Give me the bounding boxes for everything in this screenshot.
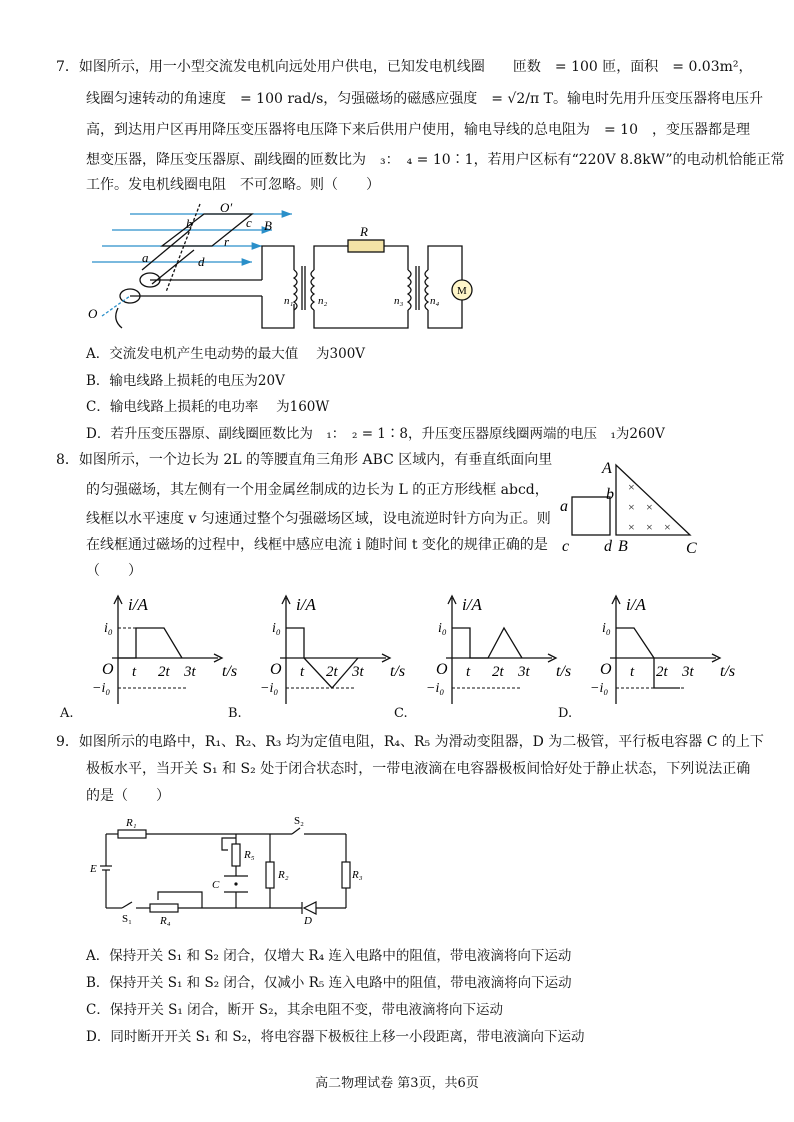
q8-line-3: 线框以水平速度 v 匀速通过整个匀强磁场区域，设电流逆时针方向为正。则 <box>86 511 551 527</box>
label-a: a <box>560 498 568 515</box>
q9-circuit-figure <box>88 812 368 927</box>
svg-text:×: × <box>628 480 635 494</box>
graph-t-label: t <box>300 664 305 680</box>
label-S2: S₂ <box>294 815 304 827</box>
q7-option-a: A．交流发电机产生电动势的最大值 为300V <box>86 346 366 362</box>
q7-line-5: 工作。发电机线圈电阻 不可忽略。则（ ） <box>86 177 380 193</box>
motor-label: M <box>457 285 467 297</box>
label-r: r <box>224 234 230 249</box>
label-n1: n₁ <box>284 295 294 307</box>
graph-i0-label: i₀ <box>104 621 113 636</box>
graph-2t-label: 2t <box>656 664 668 680</box>
label-R1: R₁ <box>126 817 137 829</box>
svg-text:×: × <box>628 500 635 514</box>
label-c: c <box>246 215 252 230</box>
q8-line-2: 的匀强磁场，其左侧有一个用金属丝制成的边长为 L 的正方形线框 abcd， <box>86 482 549 498</box>
q8-graph-letter: D. <box>558 706 573 721</box>
coil <box>102 204 262 328</box>
svg-text:×: × <box>646 500 653 514</box>
q7-generator-figure <box>82 200 482 330</box>
svg-text:×: × <box>646 520 653 534</box>
q8-graph-d <box>580 592 736 712</box>
graph-neg-i0-label: −i₀ <box>426 681 445 696</box>
graph-3t-label: 3t <box>682 664 694 680</box>
graph-3t-label: 3t <box>352 664 364 680</box>
q8-line-5: （ ） <box>86 563 142 579</box>
graph-ylabel: i/A <box>626 595 646 614</box>
q9-line-2: 极板水平，当开关 S₁ 和 S₂ 处于闭合状态时，一带电液滴在电容器极板间恰好处于静止状态，下列说法正确 <box>86 761 751 777</box>
q7-line-4: 想变压器，降压变压器原、副线圈的匝数比为 ₃： ₄ = 10∶1，若用户区标有“220V 8.8kW”的电动机恰能正常 <box>86 152 785 168</box>
graph-ylabel: i/A <box>128 595 148 614</box>
graph-ylabel: i/A <box>462 595 482 614</box>
q9-option-a: A．保持开关 S₁ 和 S₂ 闭合，仅增大 R₄ 连入电路中的阻值，带电液滴将向下运动 <box>86 948 572 964</box>
q9-option-c: C．保持开关 S₁ 闭合，断开 S₂，其余电阻不变，带电液滴将向下运动 <box>86 1002 504 1018</box>
label-D: D <box>304 915 312 927</box>
label-R3: R₃ <box>352 869 363 881</box>
q7-option-c: C．输电线路上损耗的电功率 为160W <box>86 399 330 415</box>
label-S1: S₁ <box>122 913 132 925</box>
label-O-prime: O′ <box>220 200 233 215</box>
graph-xlabel: t/s <box>390 663 406 680</box>
graph-3t-label: 3t <box>518 664 530 680</box>
graph-neg-i0-label: −i₀ <box>260 681 279 696</box>
label-n3: n₃ <box>394 295 404 307</box>
graph-xlabel: t/s <box>222 663 238 680</box>
q8-graph-letter: A. <box>60 706 74 721</box>
graph-i0-label: i₀ <box>438 621 447 636</box>
label-d: d <box>198 254 205 269</box>
graph-origin-label: O <box>436 661 448 678</box>
q8-graph-letter: B. <box>228 706 242 721</box>
q7-line-2: 线圈匀速转动的角速度 = 100 rad/s，匀强磁场的磁感应强度 = √2/π T。输电时先用升压变压器将电压升 <box>86 91 763 107</box>
graph-neg-i0-label: −i₀ <box>92 681 111 696</box>
q8-graph-a <box>82 592 238 712</box>
q8-graph-letter: C. <box>394 706 408 721</box>
q7-line-1: 7．如图所示，用一小型交流发电机向远处用户供电，已知发电机线圈 匝数 = 100 匝，面积 = 0.03m²， <box>56 59 753 75</box>
label-d: d <box>604 538 612 555</box>
label-c: c <box>562 538 570 555</box>
graph-t-label: t <box>466 664 471 680</box>
svg-text:×: × <box>628 520 635 534</box>
q8-line-1: 8．如图所示，一个边长为 2L 的等腰直角三角形 ABC 区域内，有垂直纸面向里 <box>56 452 553 468</box>
label-E: E <box>90 863 97 875</box>
label-b: b <box>186 216 193 231</box>
label-A: A <box>602 460 612 477</box>
label-B: B <box>264 218 272 233</box>
q9-option-d: D．同时断开开关 S₁ 和 S₂，将电容器下极板往上移一小段距离，带电液滴向下运动 <box>86 1029 585 1045</box>
graph-t-label: t <box>630 664 635 680</box>
label-C: C <box>686 540 697 557</box>
graph-origin-label: O <box>270 661 282 678</box>
label-O: O <box>88 306 98 321</box>
graph-xlabel: t/s <box>556 663 572 680</box>
graph-origin-label: O <box>600 661 612 678</box>
label-R4: R₄ <box>160 915 171 927</box>
label-b: b <box>606 486 614 503</box>
graph-t-label: t <box>132 664 137 680</box>
label-R5: R₅ <box>244 849 255 861</box>
graph-2t-label: 2t <box>492 664 504 680</box>
q7-line-3: 高，到达用户区再用降压变压器将电压降下来后供用户使用，输电导线的总电阻为 = 10 ，变压器都是理 <box>86 122 750 138</box>
graph-2t-label: 2t <box>158 664 170 680</box>
q9-line-3: 的是（ ） <box>86 788 170 804</box>
q8-graph-c <box>416 592 572 712</box>
q9-option-b: B．保持开关 S₁ 和 S₂ 闭合，仅减小 R₅ 连入电路中的阻值，带电液滴将向下运动 <box>86 975 572 991</box>
label-R: R <box>360 224 368 239</box>
label-C: C <box>212 879 220 891</box>
page-footer: 高二物理试卷 第3页，共6页 <box>315 1076 479 1091</box>
q9-line-1: 9．如图所示的电路中，R₁、R₂、R₃ 均为定值电阻，R₄、R₅ 为滑动变阻器，D 为二极管，平行板电容器 C 的上下 <box>56 734 764 750</box>
graph-xlabel: t/s <box>720 663 736 680</box>
graph-i0-label: i₀ <box>272 621 281 636</box>
q8-graph-b <box>250 592 406 712</box>
label-a: a <box>142 250 149 265</box>
square-loop <box>572 497 610 535</box>
q7-option-b: B．输电线路上损耗的电压为20V <box>86 373 285 389</box>
q8-triangle-figure <box>556 455 706 560</box>
graph-origin-label: O <box>102 661 114 678</box>
q8-line-4: 在线框通过磁场的过程中，线框中感应电流 i 随时间 t 变化的规律正确的是 <box>86 537 548 553</box>
graph-2t-label: 2t <box>326 664 338 680</box>
q7-option-d: D．若升压变压器原、副线圈匝数比为 ₁： ₂ = 1∶8，升压变压器原线圈两端的电压 ₁为260V <box>86 426 665 442</box>
label-R2: R₂ <box>278 869 289 881</box>
graph-ylabel: i/A <box>296 595 316 614</box>
label-n2: n₂ <box>318 295 328 307</box>
label-B: B <box>618 538 628 555</box>
graph-3t-label: 3t <box>184 664 196 680</box>
label-n4: n₄ <box>430 295 440 307</box>
graph-neg-i0-label: −i₀ <box>590 681 609 696</box>
svg-text:×: × <box>664 520 671 534</box>
graph-i0-label: i₀ <box>602 621 611 636</box>
